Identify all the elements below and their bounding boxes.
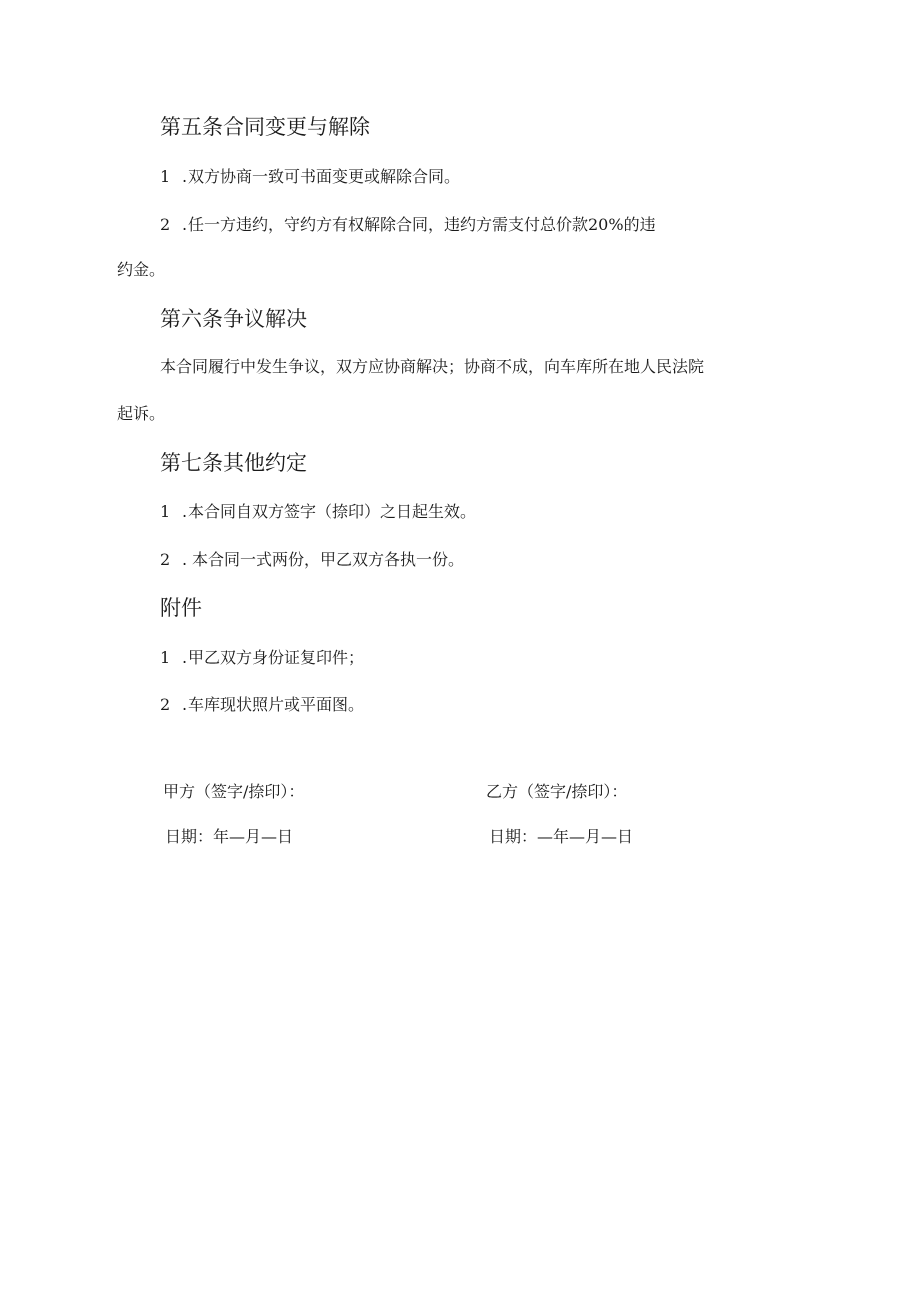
- item-text: 甲乙双方身份证复印件；: [188, 648, 365, 667]
- item-number: 2: [160, 550, 171, 569]
- article6-heading: 第六条争议解决: [160, 307, 307, 331]
- item-number: 1: [160, 648, 171, 667]
- article5-item-2: 2 .任一方违约，守约方有权解除合同，违约方需支付总价款20%的违: [160, 215, 656, 234]
- item-text: 车库现状照片或平面图。: [188, 695, 365, 714]
- article7-heading: 第七条其他约定: [160, 451, 307, 475]
- item-number: 1: [160, 167, 171, 186]
- attachment-item-1: 1 .甲乙双方身份证复印件；: [160, 648, 365, 667]
- item-text: 本合同自双方签字（捺印）之日起生效。: [188, 502, 477, 521]
- item-number: 2: [160, 215, 171, 234]
- article6-paragraph-line1: 本合同履行中发生争议，双方应协商解决；协商不成，向车库所在地人民法院: [160, 357, 705, 376]
- item-text: 本合同一式两份，甲乙双方各执一份。: [192, 550, 465, 569]
- attachment-item-2: 2 .车库现状照片或平面图。: [160, 695, 365, 714]
- article5-item-2-continuation: 约金。: [117, 260, 166, 279]
- article7-item-2: 2 . 本合同一式两份，甲乙双方各执一份。: [160, 550, 465, 569]
- article7-item-1: 1 .本合同自双方签字（捺印）之日起生效。: [160, 502, 477, 521]
- party-a-signature-label: 甲方（签字/捺印）：: [163, 782, 305, 801]
- item-number: 1: [160, 502, 171, 521]
- party-b-date: 日期：—年—月—日: [489, 827, 634, 846]
- item-text: 任一方违约，守约方有权解除合同，违约方需支付总价款20%的违: [188, 215, 656, 234]
- article5-item-1: 1 .双方协商一致可书面变更或解除合同。: [160, 167, 461, 186]
- item-text: 双方协商一致可书面变更或解除合同。: [188, 167, 461, 186]
- attachments-heading: 附件: [160, 596, 202, 620]
- party-b-signature-label: 乙方（签字/捺印）：: [486, 782, 628, 801]
- item-number: 2: [160, 695, 171, 714]
- article6-paragraph-line2: 起诉。: [117, 404, 166, 423]
- party-a-date: 日期：年—月—日: [165, 827, 294, 846]
- article5-heading: 第五条合同变更与解除: [160, 115, 370, 139]
